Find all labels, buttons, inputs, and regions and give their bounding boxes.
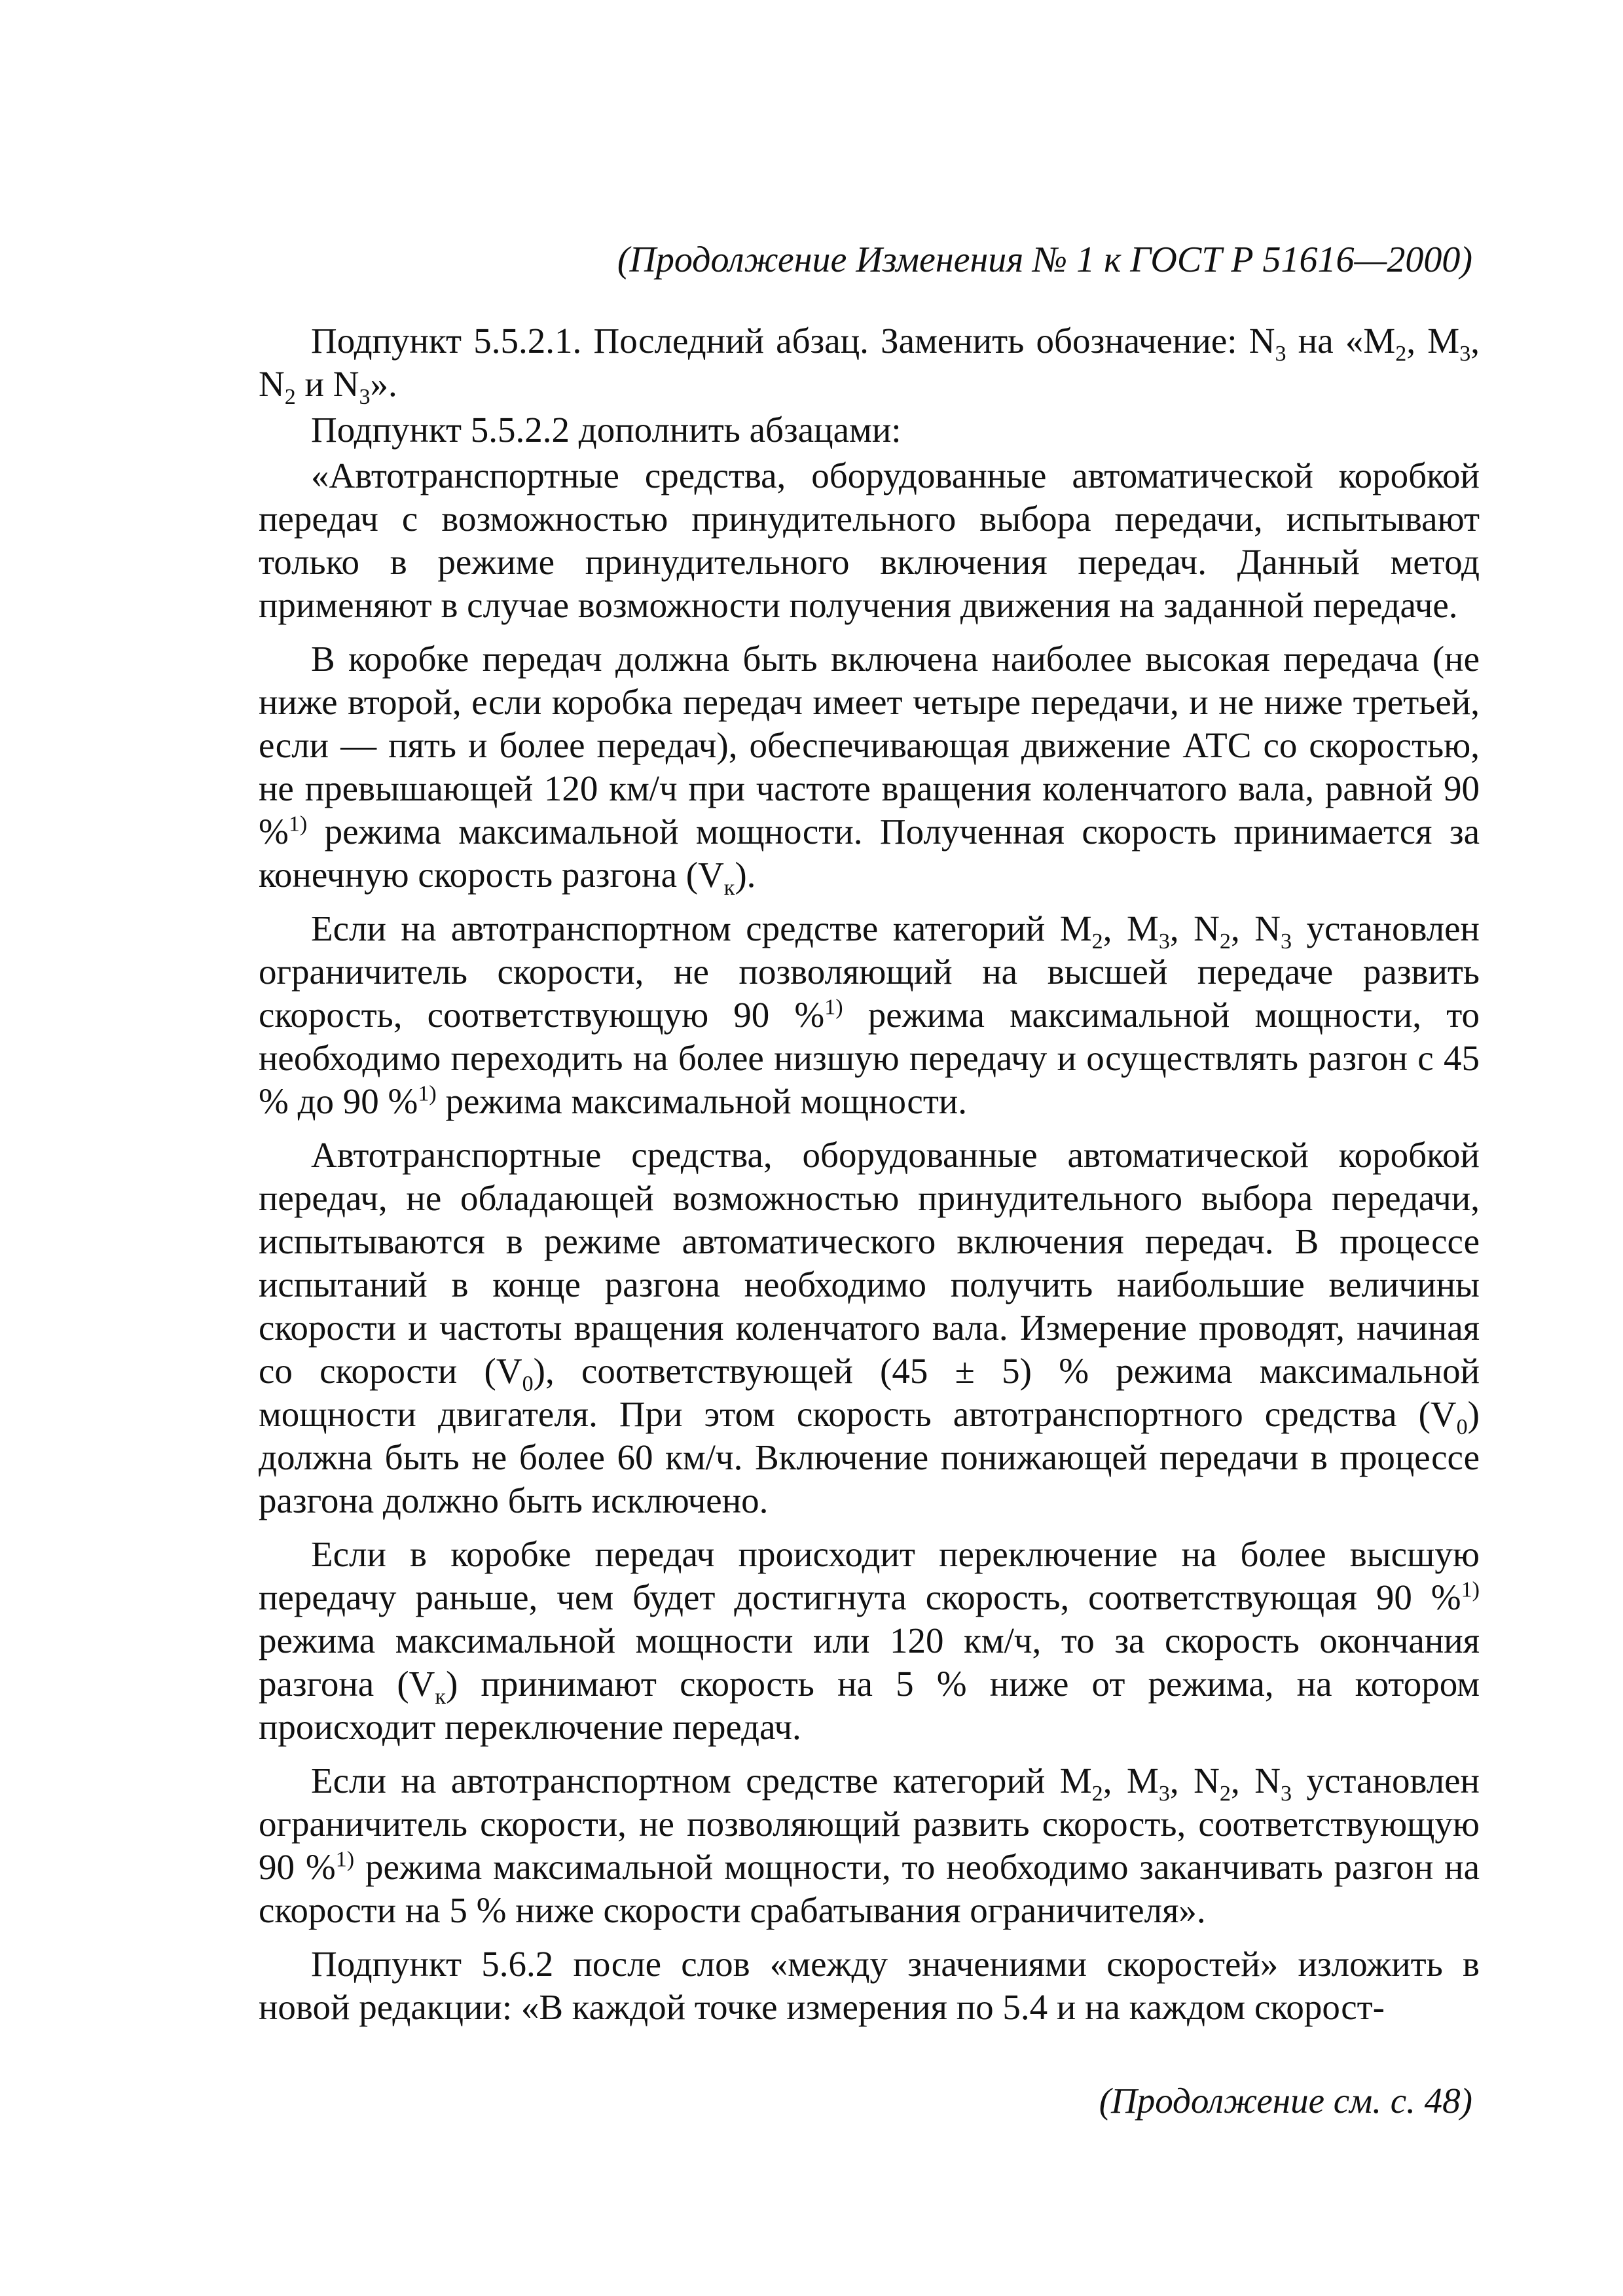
paragraph-limiter-end: Если на автотранспортном средстве категорий $M_2$, $M_3$, $N_2$, $N_3$ установлен ограничитель скорости, не позволяющий развить скорость, соответствующую 90 %$^{1)}$ режима максимальной мощности, то необходимо заканчивать разгон на скорости на 5 % ниже скорости срабатывания ограничителя».	[259, 1761, 1480, 1930]
paragraph-highest-gear: В коробке передач должна быть включена наиболее высокая передача (не ниже второй, если коробка передач имеет четыре передачи, и не ниже третьей, если — пять и более передач), обеспечивающая движение АТС со скоростью, не превышающей 120 км/ч при частоте вращения коленчатого вала, равной 90 %$^{1)}$ режима максимальной мощности. Полученная скорость принимается за конечную скорость разгона $(V_к)$.	[259, 639, 1480, 900]
paragraph-speed-limiter: Если на автотранспортном средстве категорий $M_2$, $M_3$, $N_2$, $N_3$ установлен ограничитель скорости, не позволяющий на высшей передаче развить скорость, соответствующую 90 %$^{1)}$ режима максимальной мощности, то необходимо переходить на более низшую передачу и осуществлять разгон с 45 % до 90 %$^{1)}$ режима максимальной мощности.	[259, 908, 1480, 1121]
paragraph-5-5-2-2-intro: Подпункт 5.5.2.2 дополнить абзацами:	[311, 410, 902, 450]
paragraph-automatic-gearbox: «Автотранспортные средства, оборудованные автоматической коробкой передач с возможностью принудительного выбора передачи, испытывают только в режиме принудительного включения передач. Данный метод применяют в случае возможности получения движения на заданной передаче.	[259, 456, 1480, 625]
paragraph-5-5-2-1: Подпункт 5.5.2.1. Последний абзац. Заменить обозначение: $N_3$ на «$M_2$, $M_3$, $N_2$ и $N_3$».	[259, 321, 1480, 409]
page-header-continuation: (Продолжение Изменения № 1 к ГОСТ Р 51616—2000)	[617, 240, 1472, 280]
document-body	[259, 319, 1480, 2032]
paragraph-5-6-2: Подпункт 5.6.2 после слов «между значениями скоростей» изложить в новой редакции: «В каждой точке измерения по 5.4 и на каждом скорост-	[259, 1944, 1480, 2027]
paragraph-early-shift: Если в коробке передач происходит переключение на более высшую передачу раньше, чем будет достигнута скорость, соответствующая 90 %$^{1)}$ режима максимальной мощности или 120 км/ч, то за скорость окончания разгона $(V_к)$ принимают скорость на 5 % ниже от режима, на котором происходит переключение передач.	[259, 1534, 1480, 1747]
page-footer-continuation: (Продолжение см. с. 48)	[1099, 2081, 1472, 2121]
paragraph-no-forced-selection: Автотранспортные средства, оборудованные автоматической коробкой передач, не обладающей возможностью принудительного выбора передачи, испытываются в режиме автоматического включения передач. В процессе испытаний в конце разгона необходимо получить наибольшие величины скорости и частоты вращения коленчатого вала. Измерение проводят, начиная со скорости $(V_0)$, соответствующей (45 ± 5) % режима максимальной мощности двигателя. При этом скорость автотранспортного средства $(V_0)$ должна быть не более 60 км/ч. Включение понижающей передачи в процессе разгона должно быть исключено.	[259, 1135, 1480, 1520]
